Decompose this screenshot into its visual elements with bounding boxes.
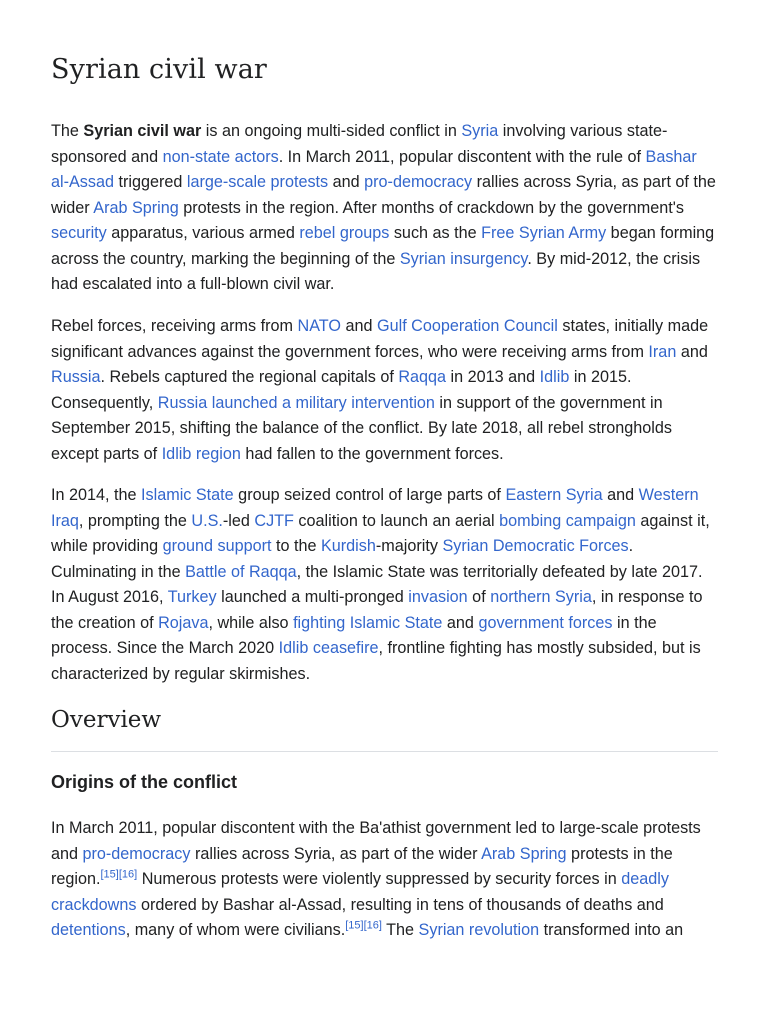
text: . In March 2011, popular discontent with the rule of — [278, 147, 646, 166]
citation-16[interactable]: [16] — [363, 919, 382, 932]
citation-15[interactable]: [15] — [100, 868, 119, 881]
text: in support of the government in September 2015, shifting the balance of the conflict. By late 2018, all rebel strongholds except parts of — [51, 393, 672, 463]
text: -majority — [375, 537, 443, 555]
text: . Rebels captured the regional capitals of — [100, 368, 399, 386]
text: coalition to launch an aerial — [293, 511, 500, 530]
origins-paragraph — [51, 816, 719, 944]
link-idlib-ceasefire[interactable]: Idlib ceasefire — [278, 639, 379, 657]
link-rebel-groups[interactable]: rebel groups — [299, 224, 390, 242]
link-cjtf[interactable]: CJTF — [254, 511, 294, 530]
text: launched a multi-pronged — [216, 588, 409, 606]
link-invasion[interactable]: invasion — [408, 588, 468, 606]
link-iran[interactable]: Iran — [648, 342, 677, 361]
link-detentions[interactable]: detentions — [51, 921, 126, 939]
text: and — [442, 613, 479, 632]
text: In March 2011, popular discontent with the Ba'athist government led to large-scale protests and — [51, 819, 701, 863]
text: of — [467, 588, 491, 606]
link-nato[interactable]: NATO — [297, 317, 341, 335]
link-syrian-democratic-forces[interactable]: Syrian Democratic Forces — [442, 537, 629, 555]
text: ordered by Bashar al-Assad, resulting in tens of thousands of deaths and — [136, 895, 664, 914]
text: In 2014, the — [51, 486, 142, 504]
link-arab-spring[interactable]: Arab Spring — [481, 844, 567, 863]
text: rallies across Syria, as part of the wider — [190, 844, 482, 863]
link-idlib[interactable]: Idlib — [539, 368, 570, 386]
text: Numerous protests were violently suppressed by security forces in — [137, 870, 622, 888]
bold-term: Syrian civil war — [83, 122, 202, 140]
text: apparatus, various armed — [106, 224, 300, 242]
text: and — [340, 317, 377, 335]
text: group seized control of large parts of — [233, 486, 506, 504]
text: and — [676, 342, 708, 361]
text: had fallen to the government forces. — [240, 444, 504, 463]
link-western-iraq[interactable]: Western Iraq — [51, 486, 699, 530]
text: to the — [271, 537, 321, 555]
text: is an ongoing multi-sided conflict in — [201, 122, 462, 140]
text: , frontline fighting has mostly subsided, but is characterized by regular skirmishes. — [51, 639, 701, 683]
link-islamic-state[interactable]: Islamic State — [141, 486, 234, 504]
link-rojava[interactable]: Rojava — [158, 613, 209, 632]
text: Rebel forces, receiving arms from — [51, 317, 298, 335]
link-free-syrian-army[interactable]: Free Syrian Army — [481, 224, 607, 242]
text: The — [381, 921, 419, 939]
link-idlib-region[interactable]: Idlib region — [161, 444, 241, 463]
link-government-forces[interactable]: government forces — [478, 613, 613, 632]
citation-16[interactable]: [16] — [118, 868, 138, 881]
subsection-heading-origins: Origins of the conflict — [51, 772, 238, 792]
text: , prompting the — [78, 511, 192, 530]
text: and — [328, 173, 365, 191]
link-turkey[interactable]: Turkey — [167, 588, 217, 606]
link-us[interactable]: U.S. — [191, 511, 223, 530]
text: in 2015. Consequently, — [51, 368, 632, 412]
link-deadly-crackdowns[interactable]: deadly crackdowns — [51, 870, 669, 914]
text: against it, while providing — [51, 511, 710, 555]
link-northern-syria[interactable]: northern Syria — [490, 588, 592, 606]
text: triggered — [113, 173, 187, 191]
link-large-scale-protests[interactable]: large-scale protests — [186, 173, 329, 191]
text: and — [602, 486, 639, 504]
section-heading-overview: Overview — [51, 707, 162, 733]
section-divider — [51, 751, 718, 752]
text: such as the — [389, 224, 482, 242]
text: began forming across the country, marking the beginning of the — [51, 224, 715, 268]
link-pro-democracy[interactable]: pro-democracy — [82, 844, 191, 863]
text: -led — [222, 511, 255, 530]
link-raqqa[interactable]: Raqqa — [398, 368, 447, 386]
link-kurdish[interactable]: Kurdish — [320, 537, 376, 555]
intro-paragraph-1 — [51, 119, 719, 298]
text: , in response to the creation of — [51, 588, 703, 632]
text: rallies across Syria, as part of the wider — [51, 173, 716, 217]
page-title: Syrian civil war — [51, 54, 267, 85]
text: protests in the region. — [51, 844, 673, 888]
text: , while also — [208, 613, 294, 632]
text: , the Islamic State was territorially defeated by late 2017. In August 2016, — [51, 562, 703, 606]
link-syrian-revolution[interactable]: Syrian revolution — [418, 921, 540, 939]
link-bombing-campaign[interactable]: bombing campaign — [499, 511, 636, 530]
link-syria[interactable]: Syria — [461, 122, 499, 140]
text: involving various state-sponsored and — [51, 122, 668, 166]
link-fighting-islamic-state[interactable]: fighting Islamic State — [293, 613, 443, 632]
text: protests in the region. After months of crackdown by the government's — [178, 198, 684, 217]
link-bashar-al-assad[interactable]: Bashar al-Assad — [51, 147, 697, 191]
link-non-state-actors[interactable]: non-state actors — [162, 147, 279, 166]
link-arab-spring[interactable]: Arab Spring — [93, 198, 179, 217]
text: The — [51, 122, 84, 140]
link-russian-intervention[interactable]: Russia launched a military intervention — [157, 393, 435, 412]
link-eastern-syria[interactable]: Eastern Syria — [505, 486, 603, 504]
text: states, initially made significant advances against the government forces, who were receiving arms from — [51, 317, 709, 361]
link-syrian-insurgency[interactable]: Syrian insurgency — [399, 249, 528, 268]
link-russia[interactable]: Russia — [51, 368, 101, 386]
intro-paragraph-2 — [51, 314, 719, 467]
link-security[interactable]: security — [51, 224, 107, 242]
link-gulf-cooperation-council[interactable]: Gulf Cooperation Council — [377, 317, 558, 335]
text: , many of whom were civilians. — [125, 921, 346, 939]
text: . By mid-2012, the crisis had escalated into a full-blown civil war. — [51, 249, 701, 293]
text: in 2013 and — [446, 368, 540, 386]
text: . Culminating in the — [51, 537, 634, 581]
intro-paragraph-3 — [51, 483, 719, 687]
text: transformed into an — [539, 921, 684, 939]
link-pro-democracy[interactable]: pro-democracy — [364, 173, 473, 191]
link-battle-of-raqqa[interactable]: Battle of Raqqa — [185, 562, 297, 581]
text: in the process. Since the March 2020 — [51, 613, 657, 657]
link-ground-support[interactable]: ground support — [162, 537, 272, 555]
citation-15[interactable]: [15] — [345, 919, 364, 932]
